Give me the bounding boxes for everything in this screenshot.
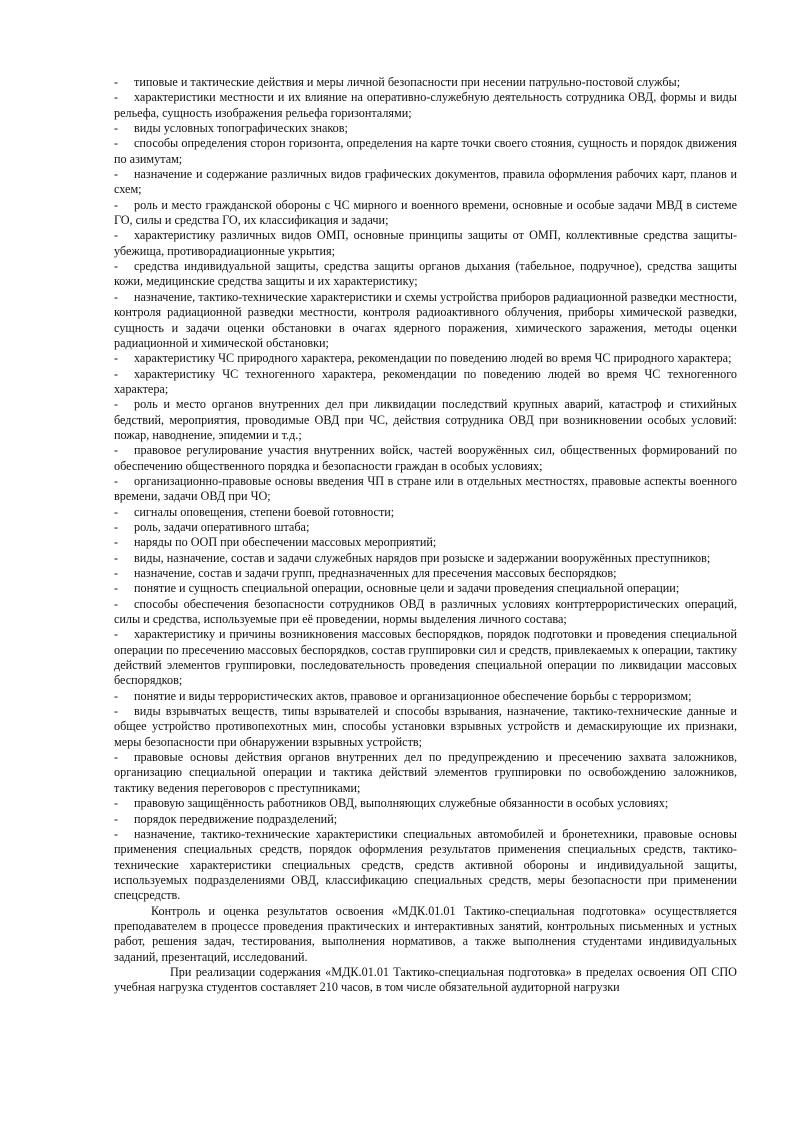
list-dash: - bbox=[114, 519, 119, 534]
list-item-text: виды взрывчатых веществ, типы взрывателей и способы взрывания, назначение, тактико-технические данные и общее устройство противопехотных мин, способы установки взрывных устройств и демаскирующие их признаки, меры безопасности при обнаружении взрывных устройств; bbox=[114, 704, 737, 749]
list-dash: - bbox=[114, 796, 119, 811]
list-dash: - bbox=[114, 535, 119, 550]
list-item-text: организационно-правовые основы введения ЧП в стране или в отдельных местностях, правовые аспекты военного времени, задачи ОВД при ЧО; bbox=[114, 473, 737, 504]
list-item bbox=[114, 136, 737, 167]
list-dash: - bbox=[114, 197, 119, 212]
list-dash: - bbox=[114, 581, 119, 596]
list-item bbox=[114, 228, 737, 259]
list-item bbox=[114, 505, 737, 520]
list-item bbox=[114, 535, 737, 550]
list-item bbox=[114, 259, 737, 290]
list-item-text: наряды по ООП при обеспечении массовых мероприятий; bbox=[134, 535, 437, 550]
list-dash: - bbox=[114, 397, 119, 412]
list-item bbox=[114, 167, 737, 198]
list-item bbox=[114, 121, 737, 136]
list-dash: - bbox=[114, 596, 119, 611]
list-item bbox=[114, 812, 737, 827]
list-item-text: понятие и сущность специальной операции, основные цели и задачи проведения специальной операции; bbox=[134, 581, 680, 596]
list-item-text: порядок передвижение подразделений; bbox=[134, 811, 338, 826]
list-item bbox=[114, 627, 737, 688]
list-item-text: виды, назначение, состав и задачи служебных нарядов при розыске и задержании вооружённых преступников; bbox=[134, 550, 711, 565]
list-dash: - bbox=[114, 90, 119, 105]
list-dash: - bbox=[114, 627, 119, 642]
list-dash: - bbox=[114, 504, 119, 519]
list-item-text: характеристику ЧС техногенного характера, рекомендации по поведению людей во время ЧС техногенного характера; bbox=[114, 366, 737, 396]
list-item bbox=[114, 704, 737, 750]
list-item-text: типовые и тактические действия и меры личной безопасности при несении патрульно-постовой службы; bbox=[134, 75, 681, 89]
list-item bbox=[114, 827, 737, 904]
list-item-text: назначение, тактико-технические характеристики и схемы устройства приборов радиационной разведки местности, контроля радиационной разведки местности, контроля радиоактивного облучения, приборы химической разведки, сущность и задачи оценки обстановки в очагах ядерного поражения, химического заражения, методы оценки радиационной и химической обстановки; bbox=[114, 289, 737, 350]
list-dash: - bbox=[114, 366, 119, 381]
list-item-text: роль и место органов внутренних дел при ликвидации последствий крупных аварий, катастроф и стихийных бедствий, мероприятия, проводимые ОВД при ЧС, действия сотрудника ОВД при возникновении особых условий: пожар, наводнение, эпидемии и т.д.; bbox=[114, 397, 737, 442]
list-dash: - bbox=[114, 550, 119, 565]
list-item-text: способы определения сторон горизонта, определения на карте точки своего стояния, сущность и порядок движения по азимутам; bbox=[114, 136, 737, 166]
paragraph-control: Контроль и оценка результатов освоения «МДК.01.01 Тактико-специальная подготовка» осуществляется преподавателем в процессе проведения практических и интерактивных занятий, контрольных письменных и устных работ, решения задач, тестирования, выполнения нормативов, а также выполнения студентами индивидуальных заданий, презентаций, исследований. bbox=[114, 903, 737, 964]
list-item bbox=[114, 551, 737, 566]
list-item bbox=[114, 597, 737, 628]
list-item bbox=[114, 290, 737, 351]
list-item bbox=[114, 689, 737, 704]
list-item bbox=[114, 198, 737, 229]
list-item-text: назначение, тактико-технические характеристики специальных автомобилей и бронетехники, правовые основы применения специальных средств, порядок оформления результатов применения специальных средств, тактико-технические характеристики специальных средств, средств активной обороны и индивидуальной защиты, используемых подразделениями ОВД, классификацию специальных средств, меры безопасности при применении спецсредств. bbox=[114, 826, 737, 903]
list-dash: - bbox=[114, 826, 119, 841]
list-dash: - bbox=[114, 228, 119, 243]
list-dash: - bbox=[114, 566, 119, 580]
list-dash: - bbox=[114, 443, 119, 458]
list-item bbox=[114, 750, 737, 796]
list-item-text: характеристику ЧС природного характера, рекомендации по поведению людей во время ЧС природного характера; bbox=[134, 351, 732, 366]
list-item bbox=[114, 443, 737, 474]
list-item bbox=[114, 397, 737, 443]
list-item-text: понятие и виды террористических актов, правовое и организационное обеспечение борьбы с терроризмом; bbox=[134, 688, 692, 703]
document-page bbox=[114, 75, 737, 996]
list-dash: - bbox=[114, 688, 119, 703]
list-item bbox=[114, 566, 737, 581]
list-item-text: виды условных топографических знаков; bbox=[134, 121, 348, 136]
list-dash: - bbox=[114, 704, 119, 719]
list-dash: - bbox=[114, 167, 119, 182]
paragraph-hours: При реализации содержания «МДК.01.01 Тактико-специальная подготовка» в пределах освоения ОП СПО учебная нагрузка студентов составляет 210 часов, в том числе обязательной аудиторной нагрузки bbox=[114, 964, 737, 995]
list-dash: - bbox=[114, 473, 119, 488]
list-item-text: правовое регулирование участия внутренних войск, частей вооружённых сил, общественных формирований по обеспечению общественного порядка и безопасности граждан в особых условиях; bbox=[114, 443, 737, 473]
list-dash: - bbox=[114, 136, 119, 151]
list-item-text: сигналы оповещения, степени боевой готовности; bbox=[134, 504, 395, 519]
list-item-text: роль и место гражданской обороны с ЧС мирного и военного времени, основные и особые задачи МВД в системе ГО, силы и средства ГО, их классификация и задачи; bbox=[114, 197, 737, 228]
list-item-text: правовую защищённость работников ОВД, выполняющих служебные обязанности в особых условиях; bbox=[134, 796, 669, 811]
list-item bbox=[114, 474, 737, 505]
list-item bbox=[114, 351, 737, 366]
list-item bbox=[114, 796, 737, 811]
list-item bbox=[114, 90, 737, 121]
list-dash: - bbox=[114, 351, 119, 366]
list-item-text: назначение, состав и задачи групп, предназначенных для пресечения массовых беспорядков; bbox=[134, 566, 617, 580]
list-dash: - bbox=[114, 289, 119, 304]
list-item-text: характеристику различных видов ОМП, основные принципы защиты от ОМП, коллективные средства защиты-убежища, противорадиационные укрытия; bbox=[114, 228, 737, 258]
list-item-text: способы обеспечения безопасности сотрудников ОВД в различных условиях контртеррористических операций, силы и средства, используемые при её проведении, нормы выделения личного состава; bbox=[114, 596, 737, 627]
list-item-text: правовые основы действия органов внутренних дел по предупреждению и пресечению захвата заложников, организацию специальной операции и тактика действий элементов группировки по освобождению заложников, тактику ведения переговоров с преступниками; bbox=[114, 750, 737, 795]
list-item-text: назначение и содержание различных видов графических документов, правила оформления рабочих карт, планов и схем; bbox=[114, 167, 737, 197]
list-item bbox=[114, 367, 737, 398]
list-dash: - bbox=[114, 121, 119, 136]
list-item bbox=[114, 581, 737, 596]
list-dash: - bbox=[114, 811, 119, 826]
list-dash: - bbox=[114, 750, 119, 765]
list-item-text: роль, задачи оперативного штаба; bbox=[134, 519, 310, 534]
list-item-text: характеристики местности и их влияние на оперативно-служебную деятельность сотрудника ОВД, формы и виды рельефа, сущность изображения рельефа горизонталями; bbox=[114, 90, 737, 120]
list-item-text: средства индивидуальной защиты, средства защиты органов дыхания (табельное, подручное), средства защиты кожи, медицинские средства защиты и их характеристику; bbox=[114, 259, 737, 289]
list-dash: - bbox=[114, 75, 119, 89]
list-item-text: характеристику и причины возникновения массовых беспорядков, порядок подготовки и проведения специальной операции по пресечению массовых беспорядков, состав группировки сил и средств, привлекаемых к операции, тактику действий элементов группировки, последовательность проведения специальной операции по ликвидации массовых беспорядков; bbox=[114, 627, 737, 688]
list-item bbox=[114, 75, 737, 90]
list-item bbox=[114, 520, 737, 535]
list-dash: - bbox=[114, 259, 119, 274]
